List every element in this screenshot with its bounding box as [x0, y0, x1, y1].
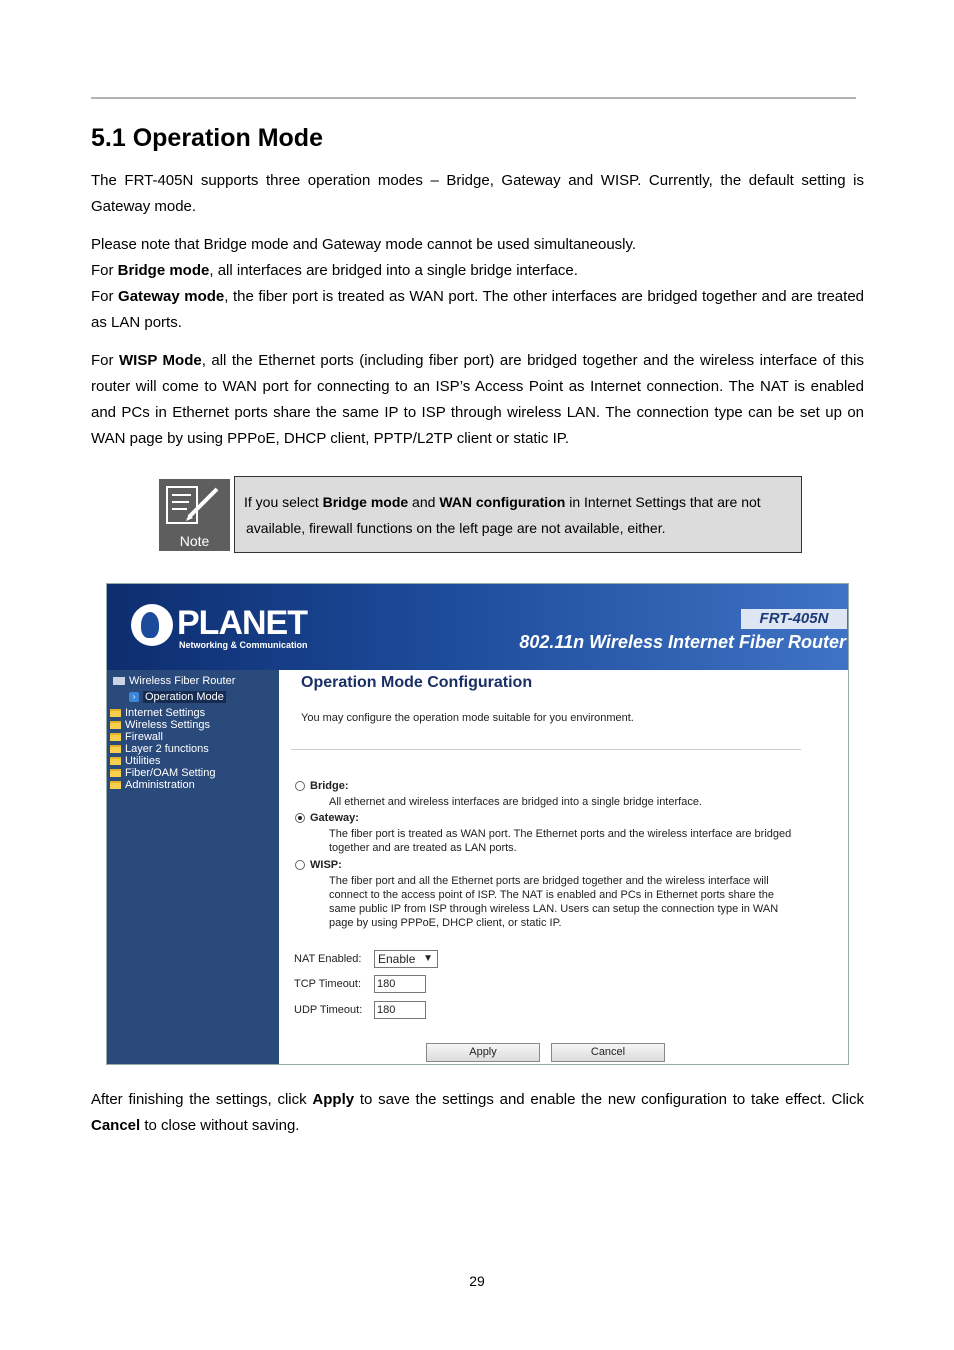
router-banner [107, 584, 848, 670]
wisp-radio[interactable] [295, 860, 305, 870]
nav-item-firewall[interactable]: Firewall [110, 731, 163, 743]
nav-item-internet-settings[interactable]: Internet Settings [110, 707, 205, 719]
tcp-timeout-input[interactable]: 180 [374, 975, 426, 993]
nav-root[interactable]: Wireless Fiber Router [113, 675, 235, 687]
nat-label: NAT Enabled: [294, 953, 362, 965]
note-label: Note [179, 533, 210, 549]
nav-item-administration[interactable]: Administration [110, 779, 195, 791]
planet-logo: PLANET [177, 604, 307, 642]
nav-item-wireless-settings[interactable]: Wireless Settings [110, 719, 210, 731]
simultaneous-note: Please note that Bridge mode and Gateway mode cannot be used simultaneously. [91, 236, 637, 253]
note-line-1: If you select Bridge mode and WAN configuration in Internet Settings that are not [244, 494, 761, 510]
product-name: 802.11n Wireless Internet Fiber Router [519, 632, 846, 652]
folder-icon [110, 757, 121, 765]
intro-paragraph: The FRT-405N supports three operation modes – Bridge, Gateway and WISP. Currently, the default setting is Gateway mode. [91, 172, 864, 215]
folder-icon [110, 769, 121, 777]
header-rule [91, 97, 856, 99]
wisp-label: WISP: [310, 859, 342, 871]
chevron-down-icon: ▼ [423, 953, 433, 964]
folder-icon [110, 721, 121, 729]
nav-item-utilities[interactable]: Utilities [110, 755, 160, 767]
folder-icon [110, 733, 121, 741]
modes-paragraph [91, 232, 864, 336]
note-box [234, 476, 802, 553]
note-icon [159, 479, 230, 551]
gateway-label: Gateway: [310, 812, 359, 824]
cancel-button[interactable]: Cancel [551, 1043, 665, 1062]
nat-select[interactable]: Enable ▼ [374, 950, 438, 968]
nav-item-layer2[interactable]: Layer 2 functions [110, 743, 209, 755]
computer-icon [113, 677, 125, 685]
tcp-label: TCP Timeout: [294, 978, 362, 990]
wisp-paragraph: For WISP Mode, all the Ethernet ports (including fiber port) are bridged together and the wireless interface of this router will come to WAN port for connecting to an ISP’s Access Point as Internet connection. The NAT is enabled and PCs in Ethernet ports share the same IP to ISP through wireless LAN. The connection type can be set up on WAN page by using PPPoE, DHCP client, PPTP/L2TP client or static IP. [91, 352, 865, 447]
config-title: Operation Mode Configuration [301, 674, 533, 691]
arrow-right-icon: › [129, 692, 139, 702]
note-line-2: available, firewall functions on the left page are not available, either. [246, 520, 666, 536]
udp-label: UDP Timeout: [294, 1004, 363, 1016]
nav-item-operation-mode[interactable]: › Operation Mode [129, 691, 226, 703]
router-content [279, 670, 848, 1065]
model-tag: FRT-405N [741, 609, 847, 629]
wisp-desc: The fiber port and all the Ethernet ports are bridged together and the wireless interface will connect to the access point of ISP. The NAT is enabled and PCs in Ethernet ports share the same public IP from ISP through wireless LAN. Users can setup the connection type in WAN page by using PPPoE, DHCP client, or static IP. [329, 875, 779, 929]
folder-icon [110, 745, 121, 753]
section-title: 5.1 Operation Mode [91, 124, 323, 152]
planet-logo-sub: Networking & Communication [179, 640, 308, 650]
closing-paragraph: After finishing the settings, click Apply to save the settings and enable the new configuration to take effect. Click Cancel to close without saving. [91, 1091, 864, 1134]
apply-button[interactable]: Apply [426, 1043, 540, 1062]
bridge-radio[interactable] [295, 781, 305, 791]
bridge-desc: All ethernet and wireless interfaces are bridged into a single bridge interface. [329, 796, 702, 808]
nav-item-fiber-oam[interactable]: Fiber/OAM Setting [110, 767, 215, 779]
gateway-radio[interactable] [295, 813, 305, 823]
divider [291, 749, 801, 750]
planet-logo-icon [131, 604, 173, 646]
pen-paper-icon [159, 479, 230, 531]
bridge-mode-text: For Bridge mode, all interfaces are bridged into a single bridge interface. [91, 262, 578, 279]
bridge-label: Bridge: [310, 780, 349, 792]
config-intro: You may configure the operation mode suitable for you environment. [301, 712, 634, 724]
page-number: 29 [469, 1273, 485, 1289]
gateway-desc: The fiber port is treated as WAN port. The Ethernet ports and the wireless interface are bridged together and are treated as LAN ports. [329, 828, 792, 854]
folder-icon [110, 781, 121, 789]
udp-timeout-input[interactable]: 180 [374, 1001, 426, 1019]
gateway-mode-text: For Gateway mode, the fiber port is treated as WAN port. The other interfaces are bridged together and are treated as LAN ports. [91, 288, 865, 331]
router-screenshot [106, 583, 849, 1065]
router-nav [107, 670, 279, 1065]
folder-icon [110, 709, 121, 717]
